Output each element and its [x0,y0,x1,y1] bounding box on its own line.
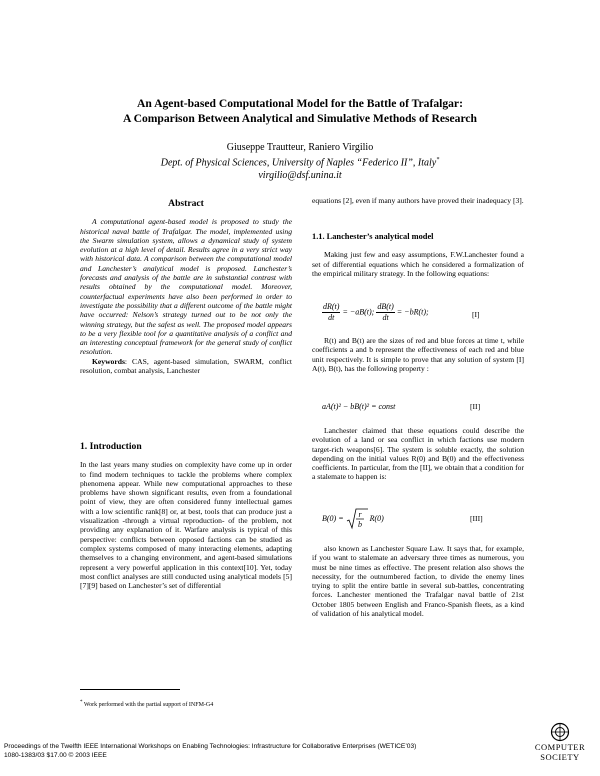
abstract-section [80,199,292,375]
lanchester-para-2: R(t) and B(t) are the sizes of red and blue forces at time t, while coefficients a and b represent the effectiveness of each red and blue unit respectively. It is simple to prove that any solution of system [I] A(t), B(t), has the following property : [312,336,524,373]
introduction-body: In the last years many studies on complexity have come up in order to find modern techniques to tackle the problems where complex phenomena appear. While new computational approaches to these problems have shown significant results, even from a foundational point of view, they are often considered funny intellectual games with a low scientific rank[8] or, at best, tools that can produce just a visualization -through a virtual reproduction- of the problem, not providing any explanation of it. Warfare analysis is typical of this perspective: conflicts between opposed factions can be studied as complex systems composed of many interacting elements, adapting themselves to a changing environment, and agent-based simulations represent a very powerful application in this context[10]. Yet, today most conflict analyses are still conducted using analytical models [5][7][9] based on Lanchester’s set of differential [80,460,292,591]
abstract-heading: Abstract [168,198,204,209]
footnote-mark: * [80,700,83,705]
lanchester-para-4: also known as Lanchester Square Law. It says that, for example, if you want to stalemate an adversary three times as numerous, you must be nine times as effective. The present relation also shows the necessity, for the outnumbered faction, to divide the enemy lines trying to split the entire battle in several sub-battles, concentrating forces. Lanchester mentioned the Trafalgar naval battle of 21st October 1805 between English and Franco-Spanish fleets, as a kind of validation of his analytical model. [312,544,524,619]
logo-text-computer: COMPUTER [534,742,586,752]
lanchester-para-3-block [312,426,524,482]
eq1-dr-fraction [322,302,340,323]
footer-line-1: Proceedings of the Twelfth IEEE International Workshops on Enabling Technologies: Infrastructure for Collaborative Enterprises (WETICE’03) [4,743,417,750]
eq3-num: r [358,510,362,519]
lanchester-subheading: 1.1. Lanchester’s analytical model [312,232,434,241]
eq3-rhs: R(0) [369,513,384,523]
equation-3-label: [III] [470,514,483,523]
eq1-db-den: dt [382,313,389,322]
page-footer [4,743,416,761]
eq1-dr-rhs: = −aB(t); [342,307,375,317]
author-names: Giuseppe Trautteur, Raniero Virgilio [226,142,374,153]
footer-line-2: 1080-1383/03 $17.00 © 2003 IEEE [4,751,107,759]
lanchester-para-3: Lanchester claimed that these equations could describe the evolution of a land or sea conflict in which factions use modern target-rich weapons[6]. The system is soluble exactly, the solution depending on the initial values R(0) and B(0) and the effectiveness coefficients. In particular, from the [II], we obtain that a condition for a stalemate to happen is: [312,426,524,482]
eq1-db-fraction [376,302,394,323]
author-affiliation [60,154,540,169]
eq1-db-num: dB(t) [377,302,394,311]
author-block [60,141,540,182]
footnote-rule [80,689,180,690]
lanchester-para-4-block [312,544,524,618]
eq3-den: b [357,520,362,529]
affiliation-text: Dept. of Physical Sciences, University of Naples “Federico II”, Italy [160,157,437,169]
abstract-body: A computational agent-based model is proposed to study the historical naval battle of Trafalgar. The model, implemented using the Swarm simulation system, allows a dynamical study of system evolution at a high level of detail. Results agree in a very strict way with historical data. A comparison between the computational model and Lanchester’s analytical model is proposed. Lanchester’s forecasts and analysis of the battle are in substantial contrast with results obtained by the computational model. Moreover, counterfactual experiments have also been performed in order to investigate the possibility that a different outcome of the battle might have occurred: Nelson’s strategy turned out to be not only the winning strategy, but the safest as well. The proposed model appears to be a very flexible tool for a quantitative analysis of a conflict and an interesting conceptual framework for the general study of conflict resolution. [80,217,292,357]
title-line-1: An Agent-based Computational Model for the Battle of Trafalgar: [137,97,463,110]
equation-3 [322,508,384,530]
lanchester-subsection [312,232,524,278]
lanchester-para-2-block [312,336,524,373]
lanchester-para-1: Making just few and easy assumptions, F.W.Lanchester found a set of differential equations which he considered a formalization of the empirical military strategy. In the following equations: [312,250,524,278]
paper-title [60,96,540,126]
equation-1 [322,302,429,323]
eq1-dr-den: dt [328,313,335,322]
keywords-label: Keywords [92,356,125,366]
computer-society-logo [530,722,590,766]
keywords-line [80,357,292,376]
equation-1-label: [I] [472,310,480,319]
affiliation-mark: * [436,157,440,163]
author-email: virgilio@dsf.unina.it [258,170,342,182]
eq1-db-rhs: = −bR(t); [396,307,429,317]
footnote [80,699,213,709]
introduction-section [80,442,292,590]
footnote-text: Work performed with the partial support of INFM-G4 [83,702,214,708]
introduction-heading: 1. Introduction [80,441,142,452]
title-line-2: A Comparison Between Analytical and Simulative Methods of Research [122,112,478,125]
eq3-lhs: B(0) = [322,513,344,523]
sqrt-icon [346,508,368,530]
equation-2: aA(t)² − bB(t)² = const [322,402,396,411]
logo-text-society: SOCIETY [540,752,580,762]
keywords-text: : CAS, agent-based simulation, SWARM, conflict resolution, combat analysis, Lanchester [80,356,292,376]
equation-2-label: [II] [470,402,481,411]
continuation-text: equations [2], even if many authors have proved their inadequacy [3]. [312,196,524,205]
eq1-dr-num: dR(t) [323,302,340,311]
ieee-emblem-icon [550,722,570,742]
